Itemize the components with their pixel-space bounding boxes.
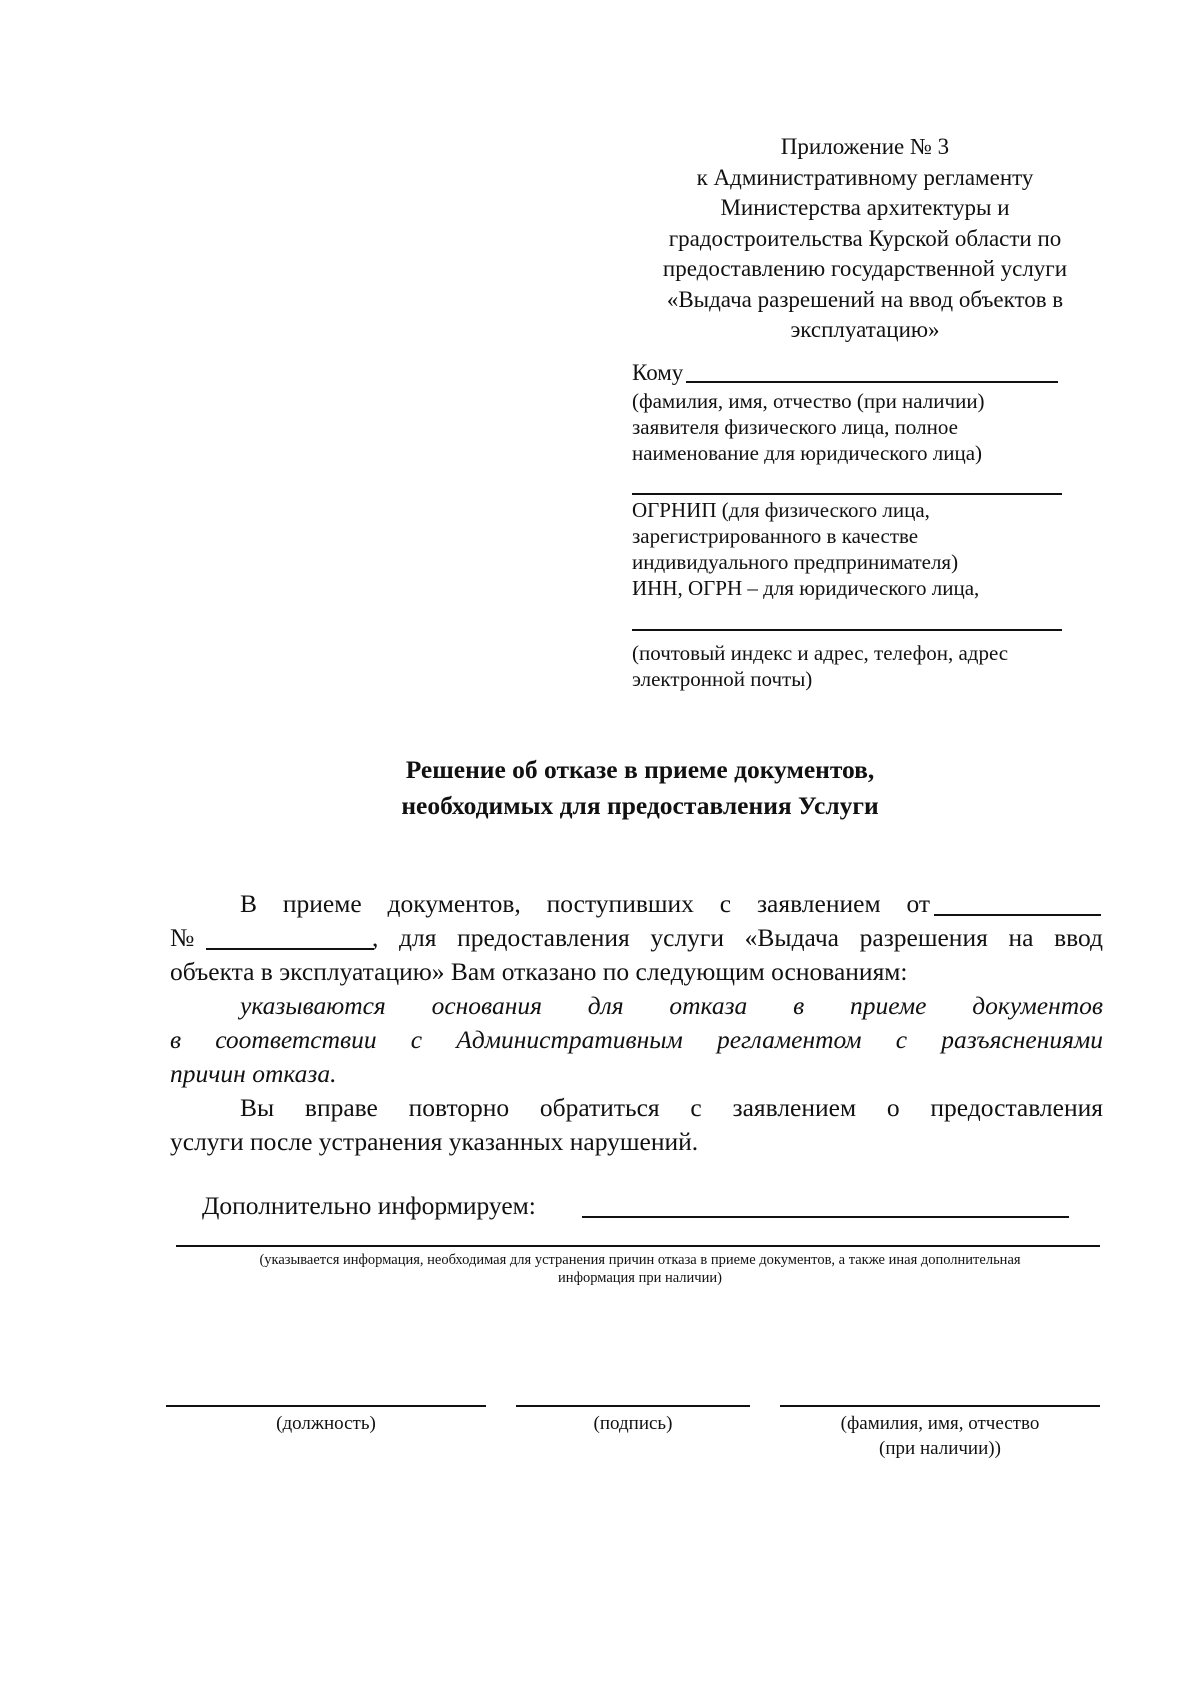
recipient-contact-hint: (почтовый индекс и адрес, телефон, адрес электронной почты) <box>632 641 1009 691</box>
number-sign: № <box>170 923 195 952</box>
signature-caption: (подпись) <box>593 1413 673 1434</box>
additional-label: Дополнительно информируем: <box>202 1191 536 1220</box>
body-line-3: объекта в эксплуатацию» Вам отказано по следующим основаниям: <box>170 957 908 986</box>
appendix-header <box>630 132 1100 346</box>
service-text: , для предоставления услуги «Выдача разрешения на ввод <box>372 923 1103 952</box>
full-name-line[interactable] <box>780 1405 1100 1407</box>
additional-info-field[interactable] <box>582 1216 1069 1218</box>
additional-info-hint: (указывается информация, необходимая для устранения причин отказа в приеме документов, а также иная дополнительная информация при наличии) <box>259 1252 1021 1286</box>
p2-line-2: услуги после устранения указанных нарушений. <box>170 1127 699 1156</box>
body-line-1 <box>240 887 930 921</box>
recipient-contact-field[interactable] <box>632 629 1062 631</box>
application-date-field[interactable] <box>934 914 1101 916</box>
document-title <box>160 752 1120 824</box>
signature-line[interactable] <box>516 1405 750 1407</box>
recipient-id-hint: ОГРНИП (для физического лица, зарегистрированного в качестве индивидуального предпринимателя) ИНН, ОГРН – для юридического лица, <box>632 498 980 600</box>
appendix-line: «Выдача разрешений на ввод объектов в <box>666 286 1064 312</box>
additional-info-field-line-2[interactable] <box>176 1245 1100 1247</box>
full-name-caption: (фамилия, имя, отчество (при наличии)) <box>840 1413 1040 1459</box>
appendix-line: градостроительства Курской области по <box>668 225 1062 251</box>
appendix-line: Приложение № 3 <box>780 134 950 159</box>
application-number-field[interactable] <box>206 948 374 950</box>
recipient-name-field[interactable] <box>686 381 1058 383</box>
title-line: Решение об отказе в приеме документов, <box>405 755 875 784</box>
to-label: Кому <box>632 360 684 385</box>
reasons-line-3: причин отказа. <box>170 1059 337 1088</box>
appendix-line: эксплуатацию» <box>790 317 940 342</box>
appendix-line: к Административному регламенту <box>696 164 1034 190</box>
paragraph-start: В приеме документов, поступивших с заявлением от <box>240 889 930 918</box>
position-line[interactable] <box>166 1405 486 1407</box>
reasons-line-1: указываются основания для отказа в приеме документов <box>240 991 1103 1020</box>
reasons-line-2: в соответствии с Административным регламентом с разъяснениями <box>170 1025 1103 1054</box>
appendix-line: Министерства архитектуры и <box>720 195 1010 220</box>
title-line: необходимых для предоставления Услуги <box>401 791 879 820</box>
position-caption: (должность) <box>276 1413 376 1434</box>
appendix-line: предоставлению государственной услуги <box>662 256 1068 281</box>
p2-line-1: Вы вправе повторно обратиться с заявлением о предоставления <box>240 1093 1103 1122</box>
recipient-id-field[interactable] <box>632 493 1062 495</box>
recipient-name-hint: (фамилия, имя, отчество (при наличии) заявителя физического лица, полное наименование для юридического лица) <box>632 389 985 465</box>
